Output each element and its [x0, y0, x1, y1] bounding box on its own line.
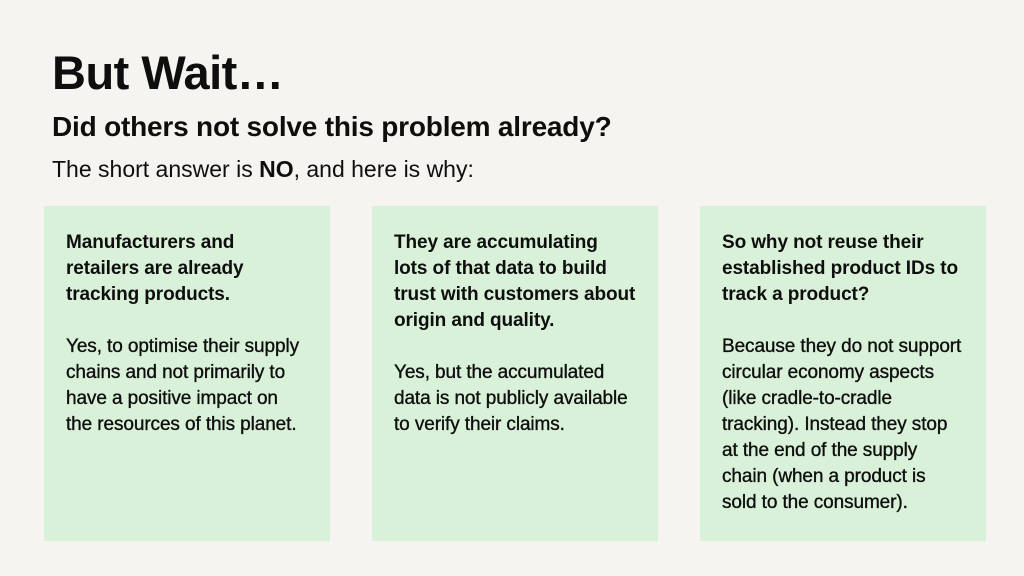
intro-text-pre: The short answer is — [52, 156, 260, 183]
page-title: But Wait… — [52, 46, 284, 99]
card-body: Yes, but the accumulated data is not publicly available to verify their claims. — [394, 361, 628, 435]
card-heading: They are accumulating lots of that data to build trust with customers about origin and quality. — [394, 231, 636, 331]
card-heading: So why not reuse their established product IDs to track a product? — [722, 231, 958, 305]
cards-row — [0, 206, 1024, 541]
card-tracking — [44, 206, 330, 541]
card-product-ids — [700, 206, 986, 541]
slide-header — [0, 0, 1024, 183]
card-body: Because they do not support circular economy aspects (like cradle-to-cradle tracking). Instead they stop at the end of the supply chain (when a product is sold to the consumer). — [722, 335, 962, 513]
intro-emphasis: NO — [259, 156, 294, 183]
intro-line — [52, 156, 972, 182]
card-heading: Manufacturers and retailers are already tracking products. — [66, 231, 244, 305]
intro-text-post: , and here is why: — [293, 156, 474, 183]
card-data-trust — [372, 206, 658, 541]
card-body: Yes, to optimise their supply chains and not primarily to have a positive impact on the resources of this planet. — [66, 335, 299, 435]
slide-subtitle: Did others not solve this problem already? — [52, 111, 612, 143]
